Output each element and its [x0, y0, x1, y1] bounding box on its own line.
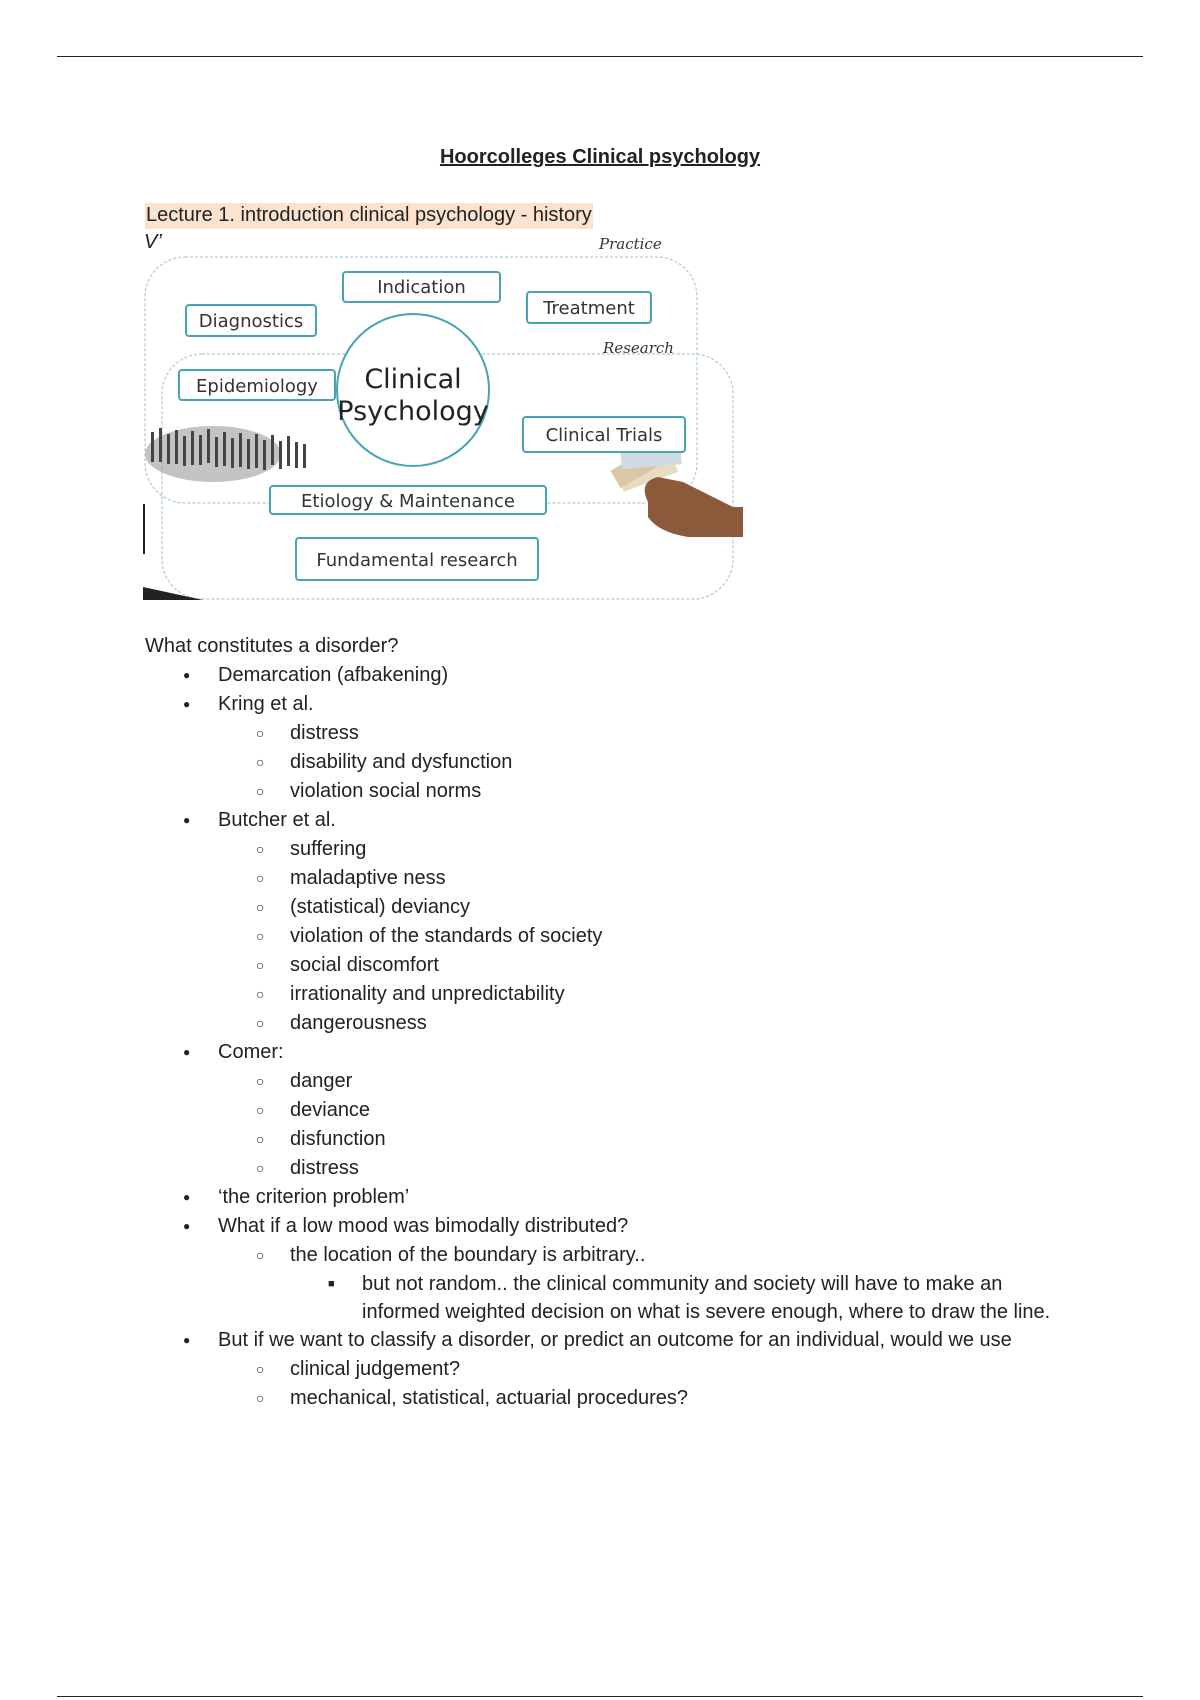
box-diagnostics	[186, 305, 316, 336]
box-epidemiology	[179, 370, 335, 400]
notes-content	[145, 632, 1075, 1413]
list-item: ○ violation of the standards of society	[218, 922, 1075, 951]
list-item: ○ distress	[218, 1154, 1075, 1183]
money-hand-illustration	[611, 441, 743, 537]
list-item: ○ disability and dysfunction	[218, 748, 1075, 777]
list-item: ○ the location of the boundary is arbitrary.. ■ but not random.. the clinical community and society will have to make an informed weighted decision on what is severe enough, where to draw the line.	[218, 1241, 1075, 1326]
clinical-psychology-diagram	[143, 232, 743, 602]
list-item: ○ suffering	[218, 835, 1075, 864]
bottom-rule	[57, 1696, 1143, 1697]
list-item: ○ social discomfort	[218, 951, 1075, 980]
list-item: ○ danger	[218, 1067, 1075, 1096]
svg-text:Treatment: Treatment	[543, 298, 635, 319]
list-item: ● ‘the criterion problem’	[145, 1183, 1075, 1212]
left-accent	[143, 504, 145, 554]
list-item: ● Butcher et al. ○ suffering ○ maladaptive ness ○ (statistical) deviancy ○ violation of the standards of society ○ social discomfort ○ irrationality and unpredictability ○ dangerousness	[145, 806, 1075, 1038]
top-rule	[57, 56, 1143, 57]
list-item: ○ maladaptive ness	[218, 864, 1075, 893]
box-fundamental	[296, 538, 538, 580]
bimodal-list	[218, 1241, 1075, 1326]
center-line1: Clinical	[364, 364, 462, 395]
boundary-list	[290, 1270, 1075, 1326]
box-treatment	[527, 292, 651, 323]
box-etiology	[270, 486, 546, 514]
list-item: ● Comer: ○ danger ○ deviance ○ disfunction ○ distress	[145, 1038, 1075, 1183]
box-indication	[343, 272, 500, 302]
document-title: Hoorcolleges Clinical psychology	[439, 146, 761, 168]
list-item: ● What if a low mood was bimodally distributed? ○ the location of the boundary is arbitrary.. ■ but not random.. the clinical community and society will have to make an informed weighted decision on what is severe enough, where to draw the line.	[145, 1212, 1075, 1326]
list-item: ■ but not random.. the clinical community and society will have to make an informed weighted decision on what is severe enough, where to draw the line.	[290, 1270, 1075, 1326]
list-item: ○ dangerousness	[218, 1009, 1075, 1038]
list-item: ○ irrationality and unpredictability	[218, 980, 1075, 1009]
research-label: Research	[603, 339, 674, 357]
list-item: ● Kring et al. ○ distress ○ disability and dysfunction ○ violation social norms	[145, 690, 1075, 806]
classify-list	[218, 1355, 1075, 1413]
question-text: What constitutes a disorder?	[145, 635, 399, 657]
crowd-illustration	[145, 426, 306, 482]
practice-label: Practice	[599, 235, 662, 253]
svg-text:Fundamental research: Fundamental research	[316, 550, 518, 571]
lecture-heading: Lecture 1. introduction clinical psychology - history	[145, 203, 593, 229]
list-item: ○ violation social norms	[218, 777, 1075, 806]
svg-text:Diagnostics: Diagnostics	[198, 311, 304, 332]
kring-list	[218, 719, 1075, 806]
box-clinical-trials	[523, 417, 685, 452]
svg-text:Clinical Trials: Clinical Trials	[545, 425, 663, 446]
list-item: ○ disfunction	[218, 1125, 1075, 1154]
list-item: ○ distress	[218, 719, 1075, 748]
butcher-list	[218, 835, 1075, 1038]
main-list	[145, 661, 1075, 1413]
list-item: ○ clinical judgement?	[218, 1355, 1075, 1384]
svg-text:Indication: Indication	[377, 277, 466, 298]
svg-text:Epidemiology: Epidemiology	[196, 376, 318, 397]
list-item: ○ deviance	[218, 1096, 1075, 1125]
comer-list	[218, 1067, 1075, 1183]
list-item: ● Demarcation (afbakening)	[145, 661, 1075, 690]
center-line2: Psychology	[337, 396, 489, 427]
corner-mark: V’	[144, 232, 162, 253]
list-item: ● But if we want to classify a disorder, or predict an outcome for an individual, would we use ○ clinical judgement? ○ mechanical, statistical, actuarial procedures?	[145, 1326, 1075, 1413]
svg-text:Etiology & Maintenance: Etiology & Maintenance	[301, 491, 515, 512]
list-item: ○ (statistical) deviancy	[218, 893, 1075, 922]
list-item: ○ mechanical, statistical, actuarial procedures?	[218, 1384, 1075, 1413]
